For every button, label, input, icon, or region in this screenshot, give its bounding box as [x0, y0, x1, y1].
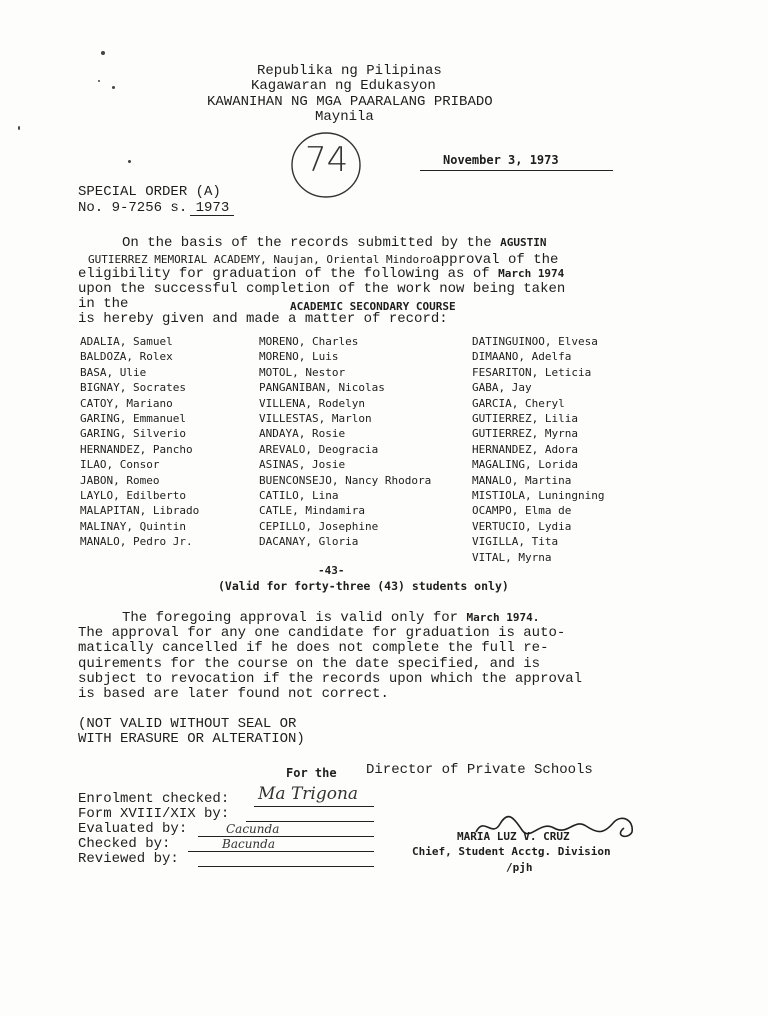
student-name: CEPILLO, Josephine	[259, 519, 379, 533]
student-name: ILAO, Consor	[80, 458, 160, 472]
body-line5: in the	[78, 296, 129, 312]
check-line	[188, 851, 374, 852]
student-name: JABON, Romeo	[80, 473, 160, 487]
student-name: VILLENA, Rodelyn	[259, 396, 365, 410]
student-name: HERNANDEZ, Pancho	[80, 442, 193, 456]
student-name: ANDAYA, Rosie	[259, 427, 346, 441]
stamp-number: 74	[305, 140, 349, 180]
seal-note-line1: (NOT VALID WITHOUT SEAL OR	[78, 716, 297, 732]
speck	[18, 126, 20, 130]
student-name: ADALIA, Samuel	[80, 335, 173, 348]
signature-enrolment: Ma Trigona	[258, 784, 359, 804]
student-name: CATLE, Mindamira	[259, 504, 365, 518]
course-name: ACADEMIC SECONDARY COURSE	[290, 300, 456, 313]
seal-note-line2: WITH ERASURE OR ALTERATION)	[78, 731, 305, 747]
body-line6: is hereby given and made a matter of record:	[78, 311, 448, 327]
student-name: BIGNAY, Socrates	[80, 381, 186, 395]
typist-initials: /pjh	[506, 861, 533, 874]
student-column-3	[472, 334, 604, 565]
approval-line5: subject to revocation if the records upon which the approval	[78, 671, 583, 687]
student-name: AREVALO, Deogracia	[259, 442, 379, 456]
header-city: Maynila	[315, 109, 374, 125]
header-department: Kagawaran ng Edukasyon	[251, 78, 436, 94]
body-line4: upon the successful completion of the work now being taken	[78, 281, 566, 297]
check-line	[198, 866, 374, 867]
order-title: SPECIAL ORDER (A)	[78, 184, 221, 200]
signatory-title: Chief, Student Acctg. Division	[412, 845, 611, 858]
approval-line6: is based are later found not correct.	[78, 686, 389, 702]
check-label-form: Form XVIII/XIX by:	[78, 806, 230, 822]
validity-note: (Valid for forty-three (43) students only)	[218, 579, 509, 593]
signature-checked: Bacunda	[222, 837, 275, 851]
approval-line4: quirements for the course on the date specified, and is	[78, 656, 541, 672]
signatory-name: MARIA LUZ V. CRUZ	[457, 830, 570, 843]
date-underline	[420, 170, 613, 171]
student-name: MANALO, Martina	[472, 473, 572, 487]
student-name: GARING, Emmanuel	[80, 412, 186, 426]
student-name: MORENO, Charles	[259, 335, 359, 348]
student-name: ASINAS, Josie	[259, 458, 346, 472]
student-name: MISTIOLA, Luningning	[472, 489, 605, 503]
approval-line2: The approval for any one candidate for graduation is auto-	[78, 625, 566, 641]
order-number: No. 9-7256 s. 1973	[78, 200, 230, 216]
student-name: GABA, Jay	[472, 381, 532, 395]
order-date: November 3, 1973	[443, 153, 559, 167]
check-label-evaluated: Evaluated by:	[78, 821, 188, 837]
body-line1: On the basis of the records submitted by the AGUSTIN	[122, 235, 547, 251]
student-name: CATOY, Mariano	[80, 396, 173, 410]
approval-line1: The foregoing approval is valid only for March 1974.	[122, 610, 540, 626]
student-name: MORENO, Luis	[259, 350, 339, 364]
student-column-1	[80, 334, 199, 550]
student-name: MALAPITAN, Librado	[80, 504, 200, 518]
student-name: CATILO, Lina	[259, 489, 339, 503]
student-name: VITAL, Myrna	[472, 550, 552, 564]
check-label-reviewed: Reviewed by:	[78, 851, 179, 867]
student-name: MAGALING, Lorida	[472, 458, 578, 472]
year-underline	[190, 215, 234, 216]
student-name: GARCIA, Cheryl	[472, 396, 565, 410]
header-republic: Republika ng Pilipinas	[257, 63, 442, 79]
approval-line3: matically cancelled if he does not complete the full re-	[78, 640, 549, 656]
student-name: MOTOL, Nestor	[259, 365, 346, 379]
student-name: DATINGUINOO, Elvesa	[472, 335, 598, 348]
student-name: GUTIERREZ, Lilia	[472, 412, 578, 426]
student-name: VIGILLA, Tita	[472, 535, 559, 549]
signature-evaluated: Cacunda	[226, 822, 280, 836]
student-name: BASA, Ulie	[80, 365, 147, 379]
student-count: -43-	[318, 564, 345, 577]
student-column-2	[259, 334, 431, 550]
student-name: FESARITON, Leticia	[472, 365, 592, 379]
check-line	[254, 806, 374, 807]
body-line3: eligibility for graduation of the following as of March 1974	[78, 266, 565, 282]
speck	[112, 86, 115, 89]
student-name: OCAMPO, Elma de	[472, 504, 572, 518]
header-bureau: KAWANIHAN NG MGA PAARALANG PRIBADO	[207, 94, 493, 110]
student-name: GARING, Silverio	[80, 427, 186, 441]
student-name: DIMAANO, Adelfa	[472, 350, 572, 364]
check-label-checked: Checked by:	[78, 836, 171, 852]
check-label-enrolment: Enrolment checked:	[78, 791, 230, 807]
student-name: HERNANDEZ, Adora	[472, 442, 578, 456]
student-name: DACANAY, Gloria	[259, 535, 359, 549]
student-name: BALDOZA, Rolex	[80, 350, 173, 364]
student-name: GUTIERREZ, Myrna	[472, 427, 578, 441]
student-name: MALINAY, Quintin	[80, 519, 186, 533]
student-name: MANALO, Pedro Jr.	[80, 535, 193, 549]
speck	[101, 51, 105, 55]
speck	[128, 160, 131, 163]
director-title: Director of Private Schools	[366, 762, 593, 778]
speck	[98, 80, 100, 82]
body-line2: GUTIERREZ MEMORIAL ACADEMY, Naujan, Oriental Mindoroapproval of the	[88, 252, 559, 268]
student-name: PANGANIBAN, Nicolas	[259, 381, 385, 395]
student-name: LAYLO, Edilberto	[80, 489, 186, 503]
student-name: VERTUCIO, Lydia	[472, 519, 572, 533]
student-name: BUENCONSEJO, Nancy Rhodora	[259, 473, 432, 487]
student-name: VILLESTAS, Marlon	[259, 412, 372, 426]
for-the: For the	[286, 766, 337, 780]
